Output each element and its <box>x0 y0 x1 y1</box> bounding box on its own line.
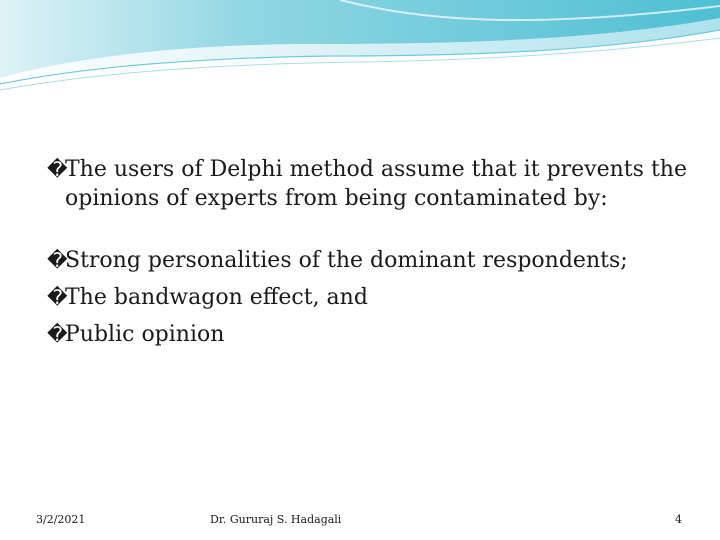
footer-author: Dr. Gururaj S. Hadagali <box>210 513 342 526</box>
list-item-text: Public opinion <box>65 322 225 347</box>
header-wave-decoration <box>0 0 720 110</box>
list-item <box>47 283 687 312</box>
bullet-icon: � <box>47 157 68 181</box>
bullet-icon: � <box>47 248 68 272</box>
bullet-icon: � <box>47 285 68 309</box>
list-item-text: The bandwagon effect, and <box>65 285 368 310</box>
main-paragraph-text: The users of Delphi method assume that it prevents the opinions of experts from being contaminated by: <box>65 157 687 211</box>
list-item-text: Strong personalities of the dominant respondents; <box>65 248 628 273</box>
slide-number: 4 <box>675 513 682 526</box>
slide-body <box>47 155 687 357</box>
footer-date: 3/2/2021 <box>36 513 86 526</box>
bullet-icon: � <box>47 322 68 346</box>
list-item <box>47 320 687 349</box>
main-paragraph <box>47 155 687 213</box>
list-item <box>47 246 687 275</box>
